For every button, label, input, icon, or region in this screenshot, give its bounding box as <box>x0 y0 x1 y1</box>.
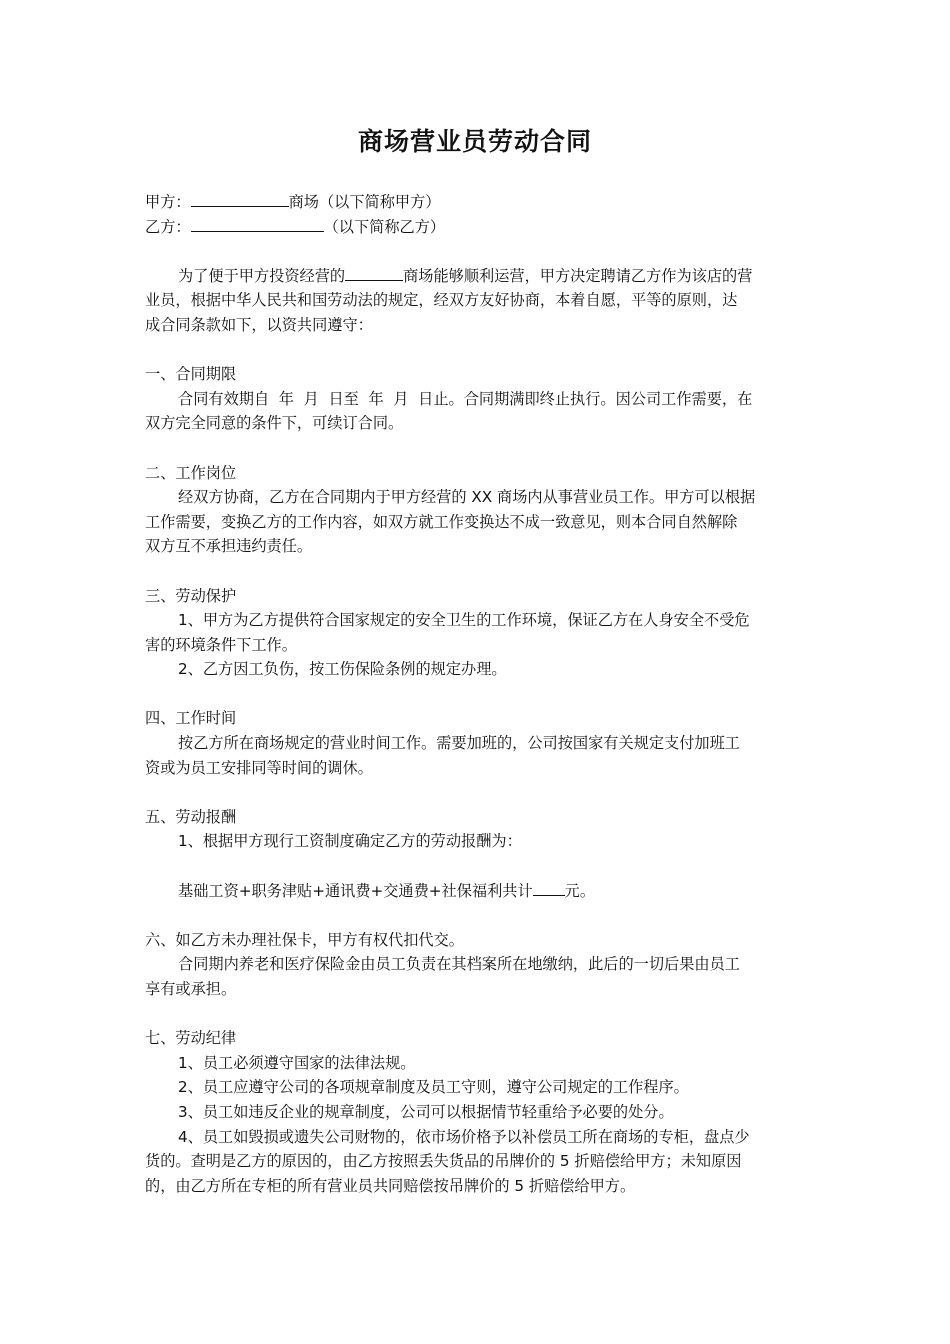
section-line: 2、员工应遵守公司的各项规章制度及员工守则，遵守公司规定的工作程序。 <box>178 1078 689 1097</box>
section-line: 2、乙方因工负伤，按工伤保险条例的规定办理。 <box>178 660 507 679</box>
contract-body <box>145 190 807 1198</box>
intro-line: 成合同条款如下，以资共同遵守： <box>145 315 373 334</box>
party-a-line <box>145 190 807 215</box>
party-a-suffix: 商场（以下简称甲方） <box>288 193 441 211</box>
section-line: 1、员工必须遵守国家的法律法规。 <box>178 1053 416 1072</box>
section-line: 害的环境条件下工作。 <box>145 635 297 654</box>
intro-line: 业员，根据中华人民共和国劳动法的规定，经双方友好协商，本着自愿，平等的原则，达 <box>145 291 738 310</box>
section-heading: 五、劳动报酬 <box>145 807 237 826</box>
section-line: 4、员工如毁损或遗失公司财物的，依市场价格予以补偿员工所在商场的专柜，盘点少 <box>178 1127 750 1146</box>
section-line: 工作需要，变换乙方的工作内容，如双方就工作变换达不成一致意见，则本合同自然解除 <box>145 512 738 531</box>
section-line: 1、甲方为乙方提供符合国家规定的安全卫生的工作环境，保证乙方在人身安全不受危 <box>178 611 750 630</box>
section-line: 享有或承担。 <box>145 980 237 998</box>
section-heading: 四、工作时间 <box>145 709 237 728</box>
party-b-suffix: （以下简称乙方） <box>323 217 446 236</box>
formula-text: 基础工资+职务津贴+通讯费+交通费+社保福利共计 <box>178 881 533 900</box>
section-line: 经双方协商，乙方在合同期内于甲方经营的 XX 商场内从事营业员工作。甲方可以根据 <box>178 488 756 507</box>
formula-unit: 元。 <box>564 881 596 900</box>
section-heading: 六、如乙方未办理社保卡，甲方有权代扣代交。 <box>145 930 464 949</box>
section-heading: 二、工作岗位 <box>145 463 237 482</box>
intro-line <box>145 264 807 289</box>
section-heading: 三、劳动保护 <box>145 586 237 605</box>
section-line: 1、根据甲方现行工资制度确定乙方的劳动报酬为： <box>178 832 522 851</box>
section-line: 按乙方所在商场规定的营业时间工作。需要加班的，公司按国家有关规定支付加班工 <box>178 734 740 753</box>
section-line: 合同有效期自 年 月 日至 年 月 日止。合同期满即终止执行。因公司工作需要，在 <box>178 389 753 408</box>
document-title: 商场营业员劳动合同 <box>357 127 592 156</box>
mall-name-blank[interactable] <box>345 265 403 281</box>
salary-amount-blank[interactable] <box>533 880 565 896</box>
section-heading: 一、合同期限 <box>145 365 237 384</box>
section-line: 双方完全同意的条件下，可续订合同。 <box>145 414 404 433</box>
section-line: 的，由乙方所在专柜的所有营业员共同赔偿按吊牌价的 5 折赔偿给甲方。 <box>145 1176 636 1195</box>
party-a-label: 甲方： <box>145 193 191 211</box>
section-line: 货的。查明是乙方的原因的，由乙方按照丢失货品的吊牌价的 5 折赔偿给甲方；未知原因 <box>145 1152 742 1171</box>
intro-text: 为了便于甲方投资经营的 <box>178 266 346 285</box>
intro-text: 商场能够顺利运营，甲方决定聘请乙方作为该店的营 <box>403 266 753 285</box>
section-line: 双方互不承担违约责任。 <box>145 537 313 556</box>
section-line: 资或为员工安排同等时间的调休。 <box>145 758 373 777</box>
section-line: 合同期内养老和医疗保险金由员工负责在其档案所在地缴纳，此后的一切后果由员工 <box>178 955 740 974</box>
salary-formula <box>145 879 807 904</box>
section-line: 3、员工如违反企业的规章制度，公司可以根据情节轻重给予必要的处分。 <box>178 1102 674 1121</box>
party-b-label: 乙方： <box>145 217 191 236</box>
section-heading: 七、劳动纪律 <box>145 1029 237 1048</box>
party-b-line <box>145 215 807 240</box>
party-a-blank[interactable] <box>191 191 289 207</box>
party-b-blank[interactable] <box>191 216 324 232</box>
